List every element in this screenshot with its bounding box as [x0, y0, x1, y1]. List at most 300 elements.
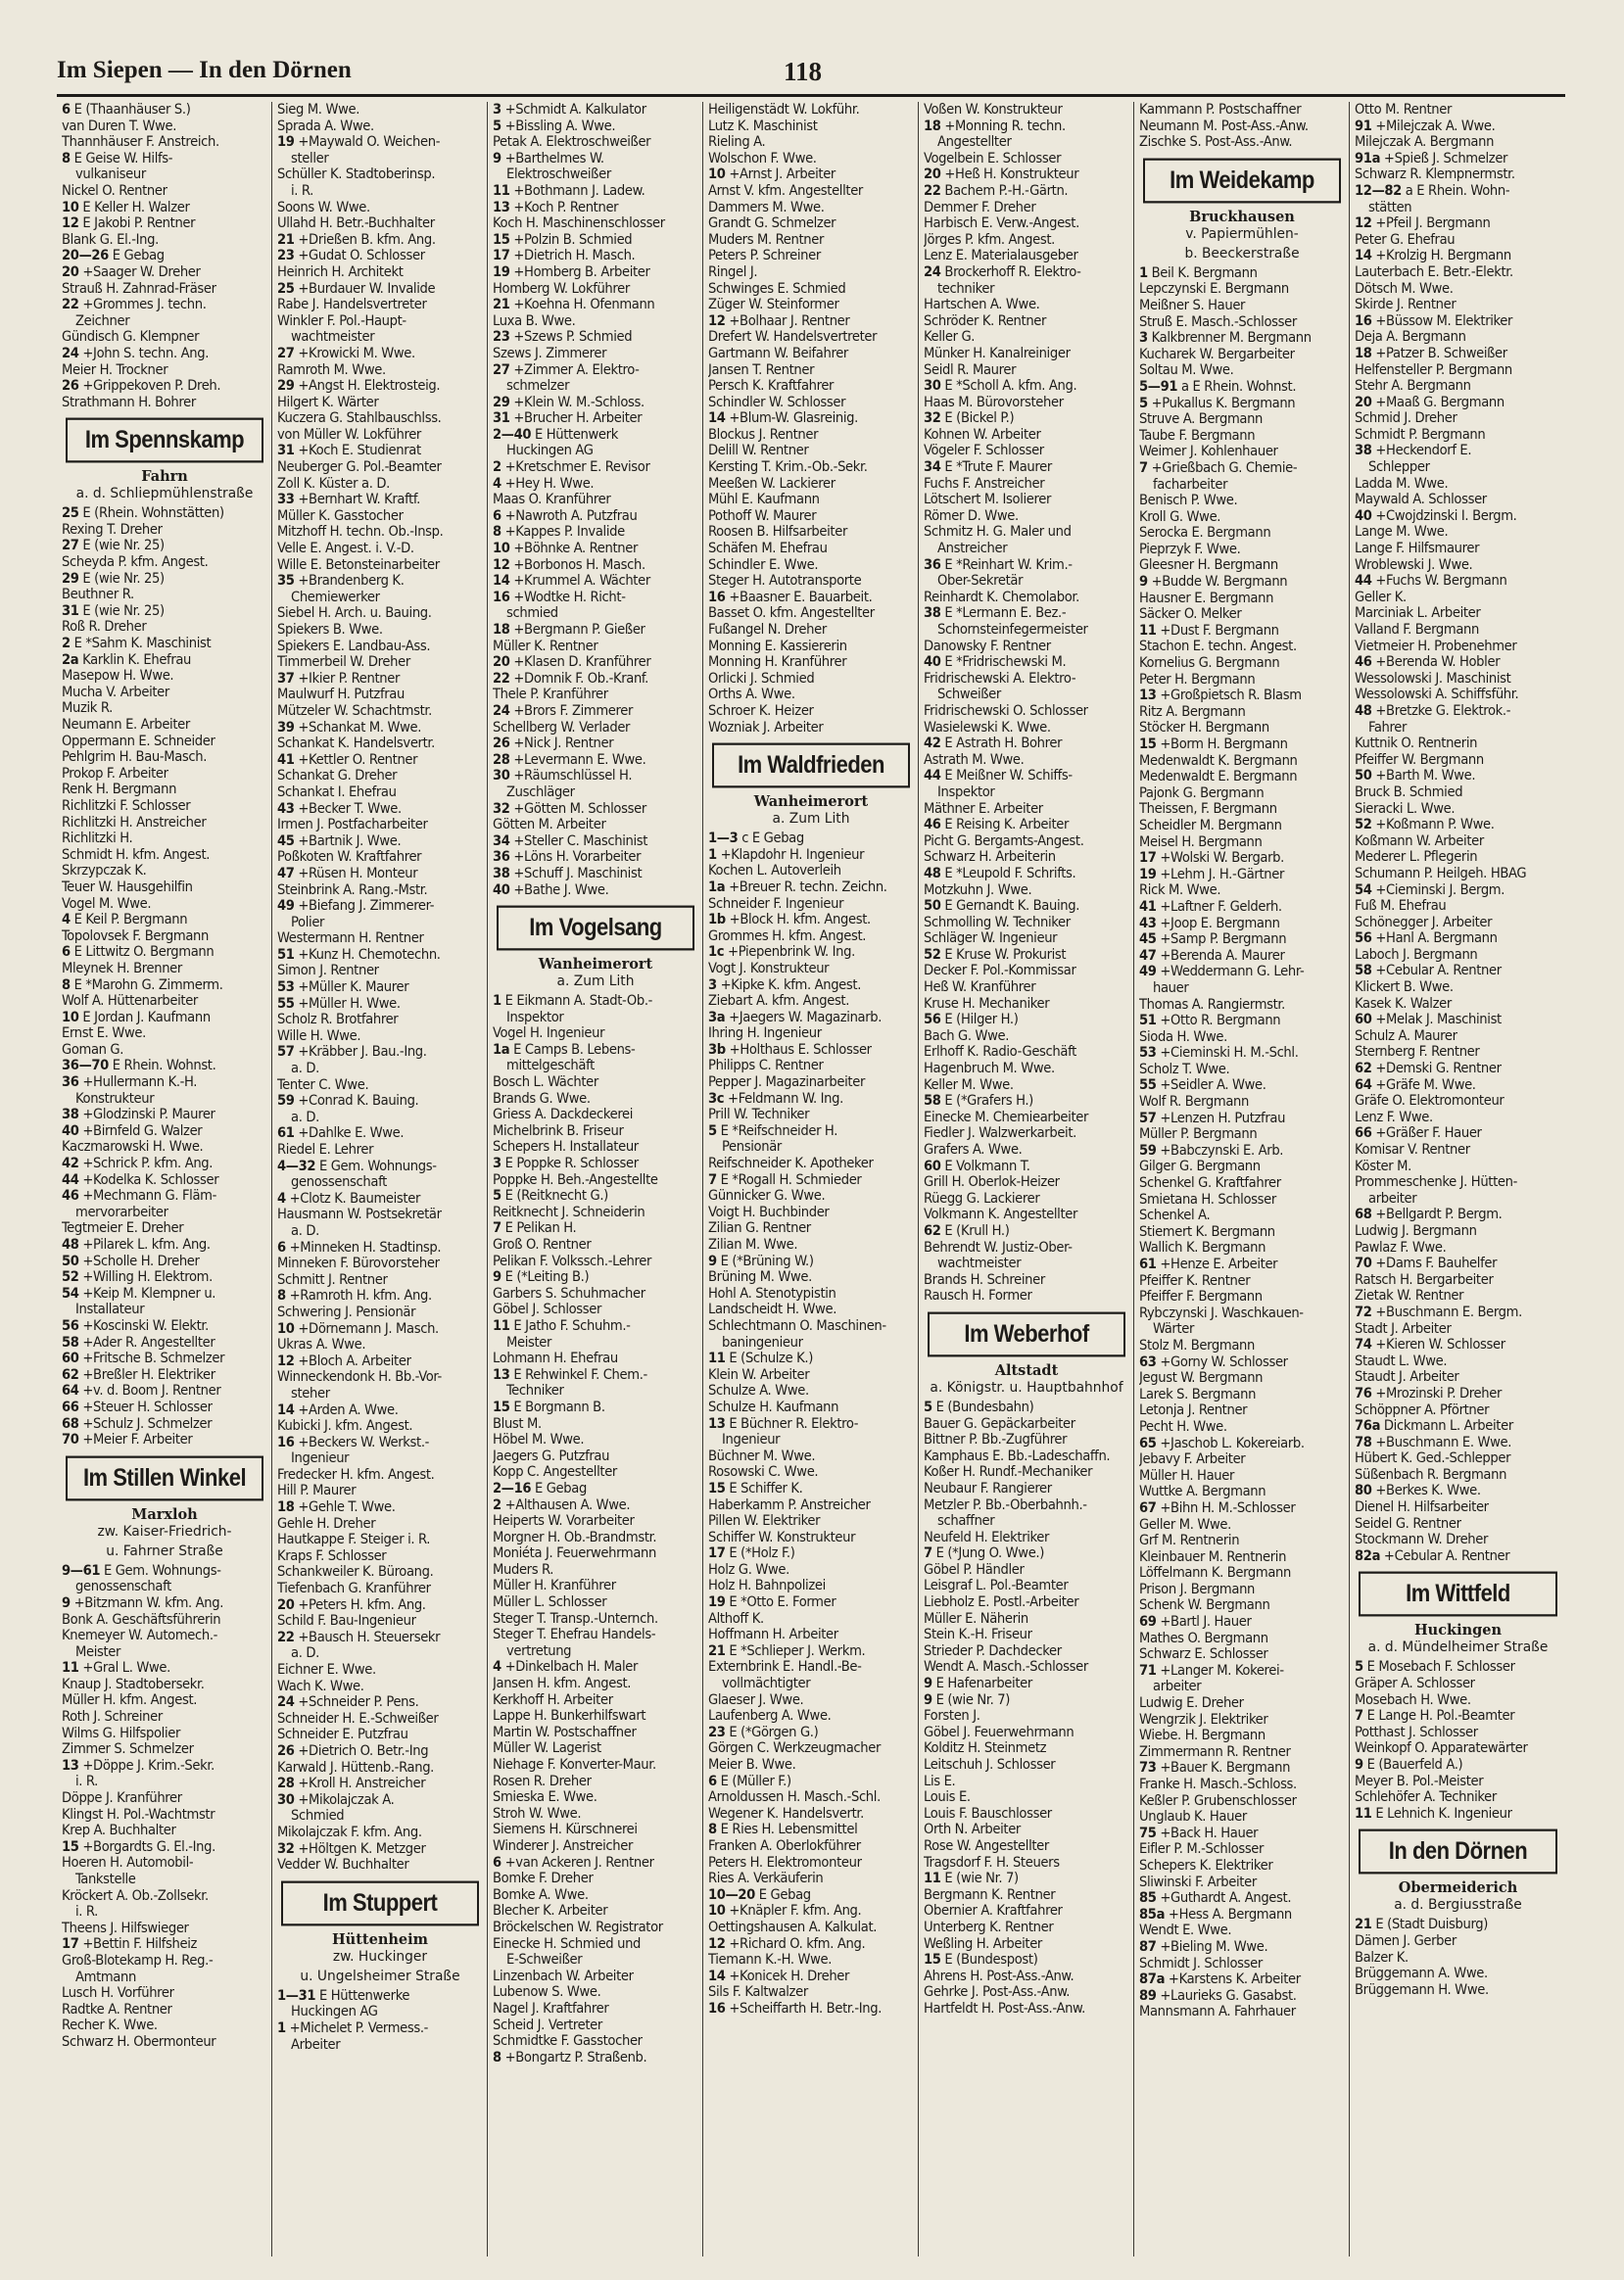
resident-entry	[1355, 248, 1561, 264]
resident-text: Hill P. Maurer	[277, 1483, 357, 1499]
resident-entry	[924, 1578, 1129, 1594]
resident-text: Medenwaldt K. Bergmann	[1139, 752, 1298, 769]
resident-text: +Cieminski H. M.-Schl.	[1160, 1045, 1299, 1062]
resident-text: +Dörnemann J. Masch.	[298, 1320, 439, 1337]
resident-text: +Piepenbrink W. Ing.	[728, 944, 855, 961]
house-number: 22	[277, 1629, 295, 1645]
resident-text: E *Leupold F. Schrifts.	[944, 865, 1076, 881]
resident-entry	[1355, 605, 1561, 622]
resident-text: Prill W. Techniker	[708, 1107, 810, 1123]
house-number: 36	[924, 556, 941, 573]
resident-text: Ludwig E. Dreher	[1139, 1695, 1244, 1712]
resident-entry	[62, 1790, 267, 1807]
resident-text: E Littwitz O. Bergmann	[73, 944, 215, 961]
resident-entry	[924, 151, 1129, 167]
resident-text: Vietmeier H. Probenehmer	[1355, 638, 1517, 654]
resident-text: +Wodtke H. Richt-	[513, 589, 626, 605]
resident-text: +Breuer R. techn. Zeichn.	[729, 879, 887, 895]
resident-text: Petak A. Elektroschweißer	[493, 134, 651, 151]
house-number: 40	[1355, 507, 1372, 524]
resident-text: Ramroth M. Wwe.	[277, 361, 386, 378]
resident-entry	[708, 508, 914, 525]
resident-entry	[62, 1156, 267, 1172]
resident-entry	[493, 2018, 698, 2034]
resident-text: a. D.	[291, 1645, 319, 1662]
resident-text: Meier B. Wwe.	[708, 1757, 796, 1773]
house-number: 15	[708, 1480, 726, 1496]
resident-text: Pehlgrim H. Bau-Masch.	[62, 749, 208, 766]
resident-entry	[924, 1223, 1129, 1240]
resident-text: Vogel H. Ingenieur	[493, 1025, 605, 1042]
resident-entry	[708, 1969, 914, 1985]
resident-entry	[493, 1205, 698, 1221]
resident-text: +Weddermann G. Lehr-	[1160, 964, 1305, 980]
resident-entry	[277, 1694, 483, 1711]
resident-entry	[1139, 672, 1345, 689]
resident-text: +Bernhart W. Kraftf.	[298, 492, 420, 508]
resident-text: Maas O. Kranführer	[493, 492, 611, 508]
resident-text: vulkaniseur	[75, 166, 146, 183]
resident-text: Taube F. Bergmann	[1139, 427, 1256, 444]
resident-text: Oppermann E. Schneider	[62, 733, 215, 749]
resident-entry	[1355, 590, 1561, 606]
resident-text: Timmerbeil W. Dreher	[277, 654, 410, 671]
resident-entry	[1355, 134, 1561, 151]
resident-entry	[1355, 102, 1561, 119]
house-number: 14	[708, 410, 726, 427]
resident-text: Louis E.	[924, 1789, 971, 1806]
resident-entry	[493, 590, 698, 606]
resident-text: +Schmidt A. Kalkulator	[504, 102, 646, 118]
house-number: 32	[493, 800, 510, 817]
resident-entry	[493, 119, 698, 135]
entry-continuation	[277, 1223, 483, 1240]
resident-text: +Kodelka K. Schlosser	[82, 1171, 219, 1188]
resident-entry	[924, 736, 1129, 752]
house-number: 16	[1355, 312, 1372, 329]
resident-text: Krep A. Buchhalter	[62, 1823, 176, 1839]
resident-entry	[924, 183, 1129, 200]
directory-column	[57, 102, 272, 2256]
house-number: 25	[277, 280, 295, 297]
resident-entry	[924, 817, 1129, 833]
resident-text: Obernier A. Kraftfahrer	[924, 1903, 1063, 1920]
house-number: 40	[924, 654, 941, 671]
resident-entry	[924, 866, 1129, 882]
resident-entry	[1139, 509, 1345, 526]
resident-entry	[708, 590, 914, 606]
resident-entry	[277, 492, 483, 508]
house-number: 85	[1139, 1890, 1157, 1907]
resident-entry	[62, 346, 267, 362]
house-number: 36—70	[62, 1058, 109, 1074]
house-number: 53	[277, 979, 295, 996]
resident-entry	[493, 1286, 698, 1303]
resident-entry	[1355, 801, 1561, 818]
resident-text: E Schiffer K.	[729, 1480, 803, 1496]
resident-text: Kruse H. Mechaniker	[924, 995, 1050, 1012]
resident-text: +Langer M. Kokerei-	[1160, 1662, 1284, 1679]
resident-entry	[708, 200, 914, 216]
resident-entry	[277, 459, 483, 476]
resident-text: +Schuff J. Maschinist	[513, 865, 643, 881]
resident-text: E Eikmann A. Stadt-Ob.-	[504, 993, 653, 1010]
resident-text: wachtmeister	[937, 1256, 1022, 1272]
resident-text: Heiperts W. Vorarbeiter	[493, 1513, 635, 1530]
resident-entry	[277, 557, 483, 574]
resident-entry	[493, 1139, 698, 1156]
resident-text: Vogelbein E. Schlosser	[924, 150, 1062, 166]
resident-entry	[924, 1692, 1129, 1709]
resident-entry	[277, 930, 483, 947]
resident-entry	[493, 1774, 698, 1790]
house-number: 20	[277, 1596, 295, 1613]
resident-text: Weinkopf O. Apparatewärter	[1355, 1740, 1528, 1757]
house-number: 21	[708, 1642, 726, 1659]
resident-entry	[62, 961, 267, 977]
resident-text: Pawlaz F. Wwe.	[1355, 1239, 1447, 1256]
resident-entry	[708, 297, 914, 313]
resident-text: +Conrad K. Bauing.	[298, 1093, 419, 1110]
resident-text: E Gem. Wohnungs-	[318, 1158, 437, 1174]
house-number: 1	[277, 2019, 286, 2036]
resident-entry	[1139, 1419, 1345, 1436]
resident-text: +Böhnke A. Rentner	[513, 541, 638, 557]
resident-text: Hilgert K. Wärter	[277, 394, 379, 410]
resident-text: Wolf A. Hüttenarbeiter	[62, 993, 198, 1010]
resident-entry	[1139, 314, 1345, 331]
resident-entry	[277, 1435, 483, 1451]
resident-text: +Wolski W. Bergarb.	[1160, 850, 1284, 867]
resident-entry	[1139, 1875, 1345, 1891]
resident-text: Rieling A.	[708, 134, 766, 151]
resident-entry	[277, 1321, 483, 1338]
resident-text: Nagel J. Kraftfahrer	[493, 2000, 609, 2017]
resident-entry	[1355, 1093, 1561, 1110]
resident-text: Schläger W. Ingenieur	[924, 930, 1058, 947]
resident-entry	[1139, 119, 1345, 135]
resident-text: Beil K. Bergmann	[1151, 264, 1258, 281]
resident-text: E Volkmann T.	[944, 1158, 1030, 1174]
street-location: b. Beeckerstraße	[1184, 245, 1300, 261]
resident-text: Kalkbrenner M. Bergmann	[1151, 330, 1312, 347]
resident-text: Pensionär	[722, 1139, 782, 1156]
house-number: 28	[277, 1776, 295, 1792]
resident-text: Schankat I. Ehefrau	[277, 784, 397, 800]
district-name: Wanheimerort	[753, 793, 869, 811]
entry-continuation	[493, 1335, 698, 1352]
resident-text: Brüggemann A. Wwe.	[1355, 1966, 1488, 1982]
resident-text: Mannsmann A. Fahrhauer	[1139, 2004, 1296, 2020]
resident-entry	[1139, 542, 1345, 558]
resident-entry	[277, 443, 483, 459]
resident-text: Zimmer S. Schmelzer	[62, 1741, 194, 1758]
resident-entry	[1139, 916, 1345, 932]
house-number: 14	[493, 573, 510, 590]
resident-entry	[708, 977, 914, 994]
resident-text: Neuberger G. Pol.-Beamter	[277, 459, 442, 476]
resident-text: Koßmann W. Arbeiter	[1355, 832, 1484, 849]
resident-entry	[708, 928, 914, 945]
resident-text: +Kunz H. Chemotechn.	[298, 946, 441, 963]
resident-entry	[493, 1025, 698, 1042]
house-number: 12	[493, 556, 510, 573]
resident-entry	[62, 652, 267, 669]
resident-entry	[277, 248, 483, 264]
resident-text: +Willing H. Elektrom.	[82, 1269, 213, 1286]
resident-text: Pfeiffer W. Bergmann	[1355, 751, 1484, 768]
resident-entry	[708, 671, 914, 688]
resident-entry	[1355, 930, 1561, 947]
resident-text: Garbers S. Schuhmacher	[493, 1285, 645, 1302]
resident-entry	[62, 2002, 267, 2019]
resident-entry	[924, 639, 1129, 655]
resident-entry	[1355, 1061, 1561, 1077]
resident-entry	[62, 603, 267, 620]
resident-entry	[708, 1562, 914, 1579]
resident-text: Eifler P. M.-Schlosser	[1139, 1841, 1265, 1858]
district-name: Huckingen	[1413, 1622, 1503, 1639]
resident-entry	[1355, 443, 1561, 459]
resident-text: +Mrozinski P. Dreher	[1375, 1385, 1503, 1401]
resident-text: Schroer K. Heizer	[708, 702, 814, 719]
house-number: 41	[1139, 898, 1157, 915]
entry-continuation	[62, 1970, 267, 1986]
resident-text: Fußangel N. Dreher	[708, 622, 827, 638]
resident-text: +Peters H. kfm. Ang.	[298, 1596, 426, 1613]
resident-text: +Dams F. Bauhelfer	[1375, 1256, 1498, 1272]
house-number: 30	[493, 768, 510, 784]
entry-continuation	[493, 1383, 698, 1400]
resident-text: Fridrischewski O. Schlosser	[924, 702, 1088, 719]
resident-text: +Birnfeld G. Walzer	[82, 1122, 203, 1139]
resident-text: +Müller K. Maurer	[298, 979, 409, 996]
resident-entry	[924, 882, 1129, 899]
resident-entry	[924, 963, 1129, 979]
resident-entry	[277, 215, 483, 232]
house-number: 44	[62, 1171, 79, 1188]
resident-text: Pothoff W. Maurer	[708, 507, 817, 524]
resident-entry	[277, 134, 483, 151]
resident-text: Keller G.	[924, 329, 976, 346]
resident-text: Brüning M. Wwe.	[708, 1269, 812, 1286]
resident-text: Gündisch G. Klempner	[62, 329, 200, 346]
resident-text: Ingenieur	[291, 1450, 350, 1467]
resident-text: Kerkhoff H. Arbeiter	[493, 1691, 613, 1708]
resident-text: Lubenow S. Wwe.	[493, 1984, 601, 2001]
resident-text: Groß-Blotekamp H. Reg.-	[62, 1952, 214, 1969]
resident-text: E-Schweißer	[506, 1952, 583, 1969]
entry-continuation	[924, 687, 1129, 703]
resident-entry	[708, 1871, 914, 1887]
resident-text: Sprada A. Wwe.	[277, 118, 374, 134]
resident-text: Louis F. Bauschlosser	[924, 1805, 1052, 1822]
resident-entry	[924, 557, 1129, 574]
resident-text: +Borm H. Bergmann	[1160, 736, 1288, 752]
resident-text: E Mosebach F. Schlosser	[1366, 1659, 1515, 1676]
resident-text: Mucha V. Arbeiter	[62, 684, 169, 700]
resident-entry	[493, 1416, 698, 1433]
resident-text: +Bothmann J. Ladew.	[513, 182, 645, 199]
resident-text: +Clotz K. Baumeister	[289, 1190, 420, 1207]
resident-entry	[62, 1628, 267, 1644]
resident-text: +Homberg B. Arbeiter	[513, 263, 650, 280]
house-number: 78	[1355, 1434, 1372, 1450]
resident-text: Scholz R. Brotfahrer	[277, 1012, 399, 1028]
resident-text: Ober-Sekretär	[937, 573, 1024, 590]
entry-continuation	[62, 1774, 267, 1790]
directory-column	[1134, 102, 1350, 2256]
resident-text: schmied	[506, 605, 558, 622]
resident-text: +Krolzig H. Bergmann	[1375, 248, 1511, 264]
resident-entry	[1355, 654, 1561, 671]
resident-entry	[493, 508, 698, 525]
resident-text: Balzer K.	[1355, 1949, 1409, 1966]
house-number: 10	[708, 1903, 726, 1920]
house-number: 13	[493, 199, 510, 215]
resident-entry	[924, 1643, 1129, 1660]
entry-continuation	[493, 1010, 698, 1026]
entry-continuation	[277, 2037, 483, 2054]
resident-entry	[277, 541, 483, 557]
entry-continuation	[62, 1302, 267, 1318]
house-number: 2—40	[493, 426, 532, 443]
resident-entry	[62, 329, 267, 346]
district-name: Hüttenheim	[331, 1930, 429, 1948]
resident-entry	[708, 378, 914, 395]
resident-text: Linzenbach W. Arbeiter	[493, 1968, 634, 1984]
entry-continuation	[1355, 200, 1561, 216]
resident-text: hauer	[1153, 979, 1189, 996]
street-heading: Im Weberhof	[928, 1311, 1125, 1356]
resident-entry	[493, 524, 698, 541]
resident-entry	[924, 590, 1129, 606]
house-number: 51	[277, 946, 295, 963]
resident-text: Lusch H. Vorführer	[62, 1985, 174, 2002]
resident-text: Strathmann H. Bohrer	[62, 394, 196, 410]
resident-text: a E Rhein. Wohn-	[1405, 182, 1510, 199]
resident-text: Angestellter	[937, 134, 1012, 151]
resident-entry	[924, 1240, 1129, 1257]
resident-entry	[1355, 1240, 1561, 1257]
resident-text: +v. d. Boom J. Rentner	[82, 1383, 221, 1400]
resident-entry	[924, 1159, 1129, 1175]
resident-entry	[1139, 265, 1345, 282]
resident-text: Fiedler J. Walzwerkarbeit.	[924, 1125, 1076, 1142]
resident-text: Heß W. Kranführer	[924, 979, 1036, 996]
resident-text: E Büchner R. Elektro-	[729, 1415, 859, 1432]
resident-text: E *Reifschneider H.	[720, 1122, 838, 1139]
house-number: 52	[924, 946, 941, 963]
resident-entry	[1139, 1387, 1345, 1403]
resident-entry	[1139, 1841, 1345, 1858]
resident-entry	[1355, 1982, 1561, 1999]
resident-entry	[924, 1174, 1129, 1191]
resident-text: +Babczynski E. Arb.	[1160, 1142, 1284, 1159]
street-heading: In den Dörnen	[1359, 1829, 1557, 1875]
resident-entry	[62, 1563, 267, 1580]
resident-entry	[493, 232, 698, 249]
house-number: 13	[1139, 688, 1157, 704]
resident-text: +Bloch A. Arbeiter	[298, 1353, 411, 1369]
resident-entry	[62, 1985, 267, 2002]
resident-entry	[924, 1627, 1129, 1643]
resident-entry	[1139, 1517, 1345, 1534]
house-number: 62	[1355, 1061, 1372, 1077]
house-number: 11	[493, 1317, 510, 1334]
resident-entry	[924, 1191, 1129, 1208]
house-number: 44	[1355, 573, 1372, 590]
house-number: 22	[62, 297, 79, 313]
resident-text: i. R.	[75, 1774, 99, 1790]
resident-entry	[1355, 1174, 1561, 1191]
house-number: 49	[277, 898, 295, 915]
resident-entry	[1355, 264, 1561, 281]
resident-entry	[493, 134, 698, 151]
resident-entry	[62, 1107, 267, 1123]
resident-entry	[493, 395, 698, 411]
resident-text: +Drießen B. kfm. Ang.	[298, 231, 436, 248]
resident-entry	[277, 166, 483, 183]
resident-text: Peter H. Bergmann	[1139, 671, 1256, 688]
resident-entry	[708, 1254, 914, 1270]
resident-text: +Blum-W. Glasreinig.	[729, 410, 858, 427]
house-number: 56	[62, 1317, 79, 1334]
resident-text: +Maywald O. Weichen-	[298, 134, 441, 151]
resident-text: Fredecker H. kfm. Angest.	[277, 1466, 435, 1483]
resident-text: Jansen T. Rentner	[708, 361, 815, 378]
resident-entry	[924, 1093, 1129, 1110]
entry-continuation	[277, 329, 483, 346]
resident-text: +Biefang J. Zimmerer-	[298, 898, 435, 915]
resident-entry	[1355, 1676, 1561, 1692]
house-number: 3	[493, 102, 502, 118]
resident-text: E Keller H. Walzer	[82, 199, 190, 215]
resident-entry	[62, 831, 267, 847]
resident-text: facharbeiter	[1153, 476, 1228, 493]
house-number: 60	[1355, 1012, 1372, 1028]
house-number: 67	[1139, 1499, 1157, 1516]
resident-text: Lange F. Hilfsmaurer	[1355, 541, 1480, 557]
resident-text: Zuschläger	[506, 784, 575, 800]
resident-text: Valland F. Bergmann	[1355, 622, 1480, 638]
house-number: 17	[1139, 850, 1157, 867]
resident-entry	[1355, 183, 1561, 200]
resident-text: +Mechmann G. Fläm-	[82, 1188, 217, 1205]
resident-entry	[924, 1887, 1129, 1904]
resident-entry	[708, 541, 914, 557]
house-number: 8	[493, 2049, 502, 2066]
resident-text: Winneckendonk H. Bb.-Vor-	[277, 1369, 442, 1386]
resident-entry	[493, 1936, 698, 1953]
house-number: 16	[277, 1434, 295, 1450]
house-number: 17	[708, 1545, 726, 1562]
resident-text: techniker	[937, 280, 995, 297]
resident-text: +Knäpler F. kfm. Ang.	[729, 1903, 862, 1920]
street-location: a. d. Bergiusstraße	[1394, 1897, 1522, 1914]
resident-entry	[277, 1402, 483, 1419]
resident-entry	[62, 1400, 267, 1416]
resident-text: +Bissling A. Wwe.	[504, 118, 616, 134]
resident-entry	[1355, 866, 1561, 882]
resident-text: Arbeiter	[291, 2036, 341, 2053]
resident-entry	[1355, 1933, 1561, 1950]
resident-entry	[1139, 1500, 1345, 1517]
resident-text: Ringel J.	[708, 263, 758, 280]
house-number: 75	[1139, 1825, 1157, 1841]
resident-entry	[277, 1305, 483, 1321]
resident-entry	[493, 329, 698, 346]
